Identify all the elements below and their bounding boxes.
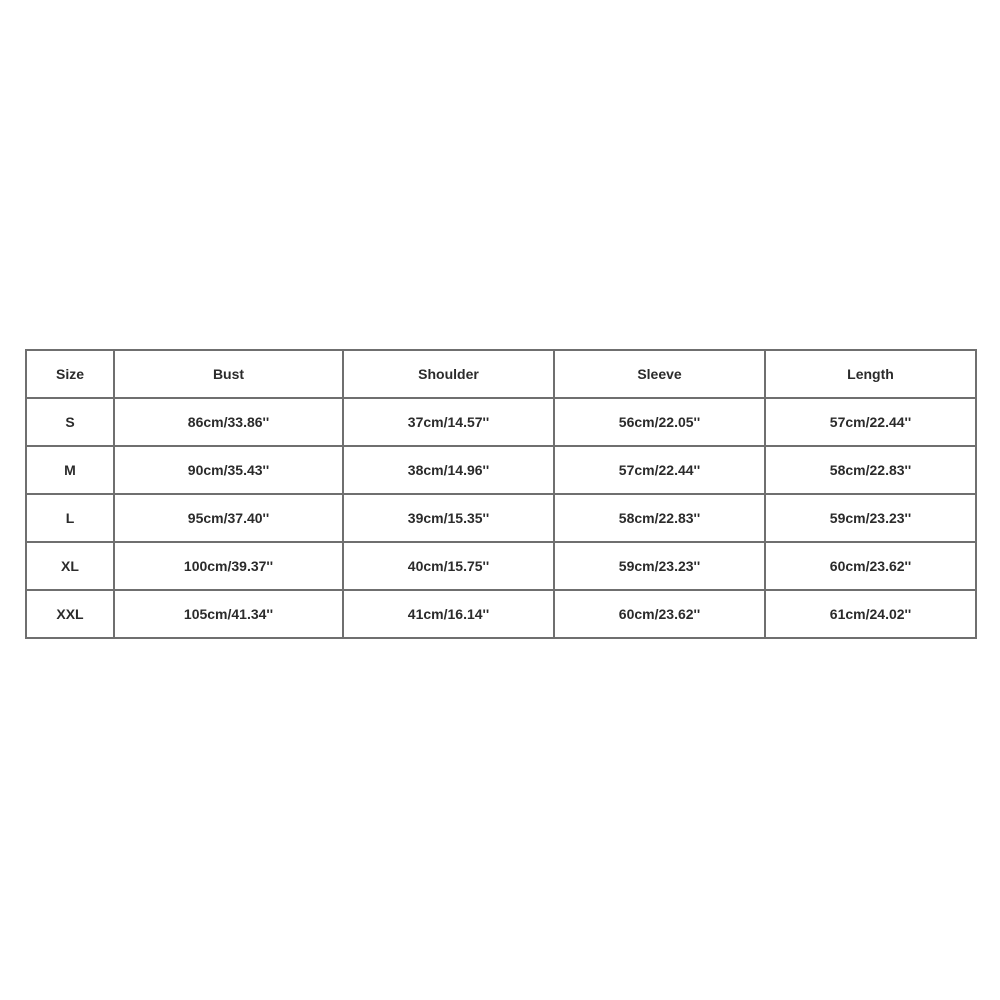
cell-size: XL	[26, 542, 114, 590]
cell-sleeve: 57cm/22.44''	[554, 446, 765, 494]
cell-bust: 105cm/41.34''	[114, 590, 343, 638]
header-shoulder: Shoulder	[343, 350, 554, 398]
header-length: Length	[765, 350, 976, 398]
cell-size: M	[26, 446, 114, 494]
header-size: Size	[26, 350, 114, 398]
table-row	[26, 542, 976, 590]
cell-sleeve: 60cm/23.62''	[554, 590, 765, 638]
table-row	[26, 446, 976, 494]
cell-shoulder: 39cm/15.35''	[343, 494, 554, 542]
cell-length: 61cm/24.02''	[765, 590, 976, 638]
cell-sleeve: 59cm/23.23''	[554, 542, 765, 590]
table-row	[26, 494, 976, 542]
cell-shoulder: 38cm/14.96''	[343, 446, 554, 494]
cell-length: 59cm/23.23''	[765, 494, 976, 542]
table-row	[26, 398, 976, 446]
cell-length: 57cm/22.44''	[765, 398, 976, 446]
cell-shoulder: 40cm/15.75''	[343, 542, 554, 590]
cell-shoulder: 37cm/14.57''	[343, 398, 554, 446]
cell-bust: 90cm/35.43''	[114, 446, 343, 494]
cell-length: 58cm/22.83''	[765, 446, 976, 494]
cell-size: S	[26, 398, 114, 446]
cell-bust: 86cm/33.86''	[114, 398, 343, 446]
cell-sleeve: 56cm/22.05''	[554, 398, 765, 446]
header-row	[26, 350, 976, 398]
cell-size: XXL	[26, 590, 114, 638]
cell-length: 60cm/23.62''	[765, 542, 976, 590]
cell-sleeve: 58cm/22.83''	[554, 494, 765, 542]
cell-bust: 95cm/37.40''	[114, 494, 343, 542]
header-sleeve: Sleeve	[554, 350, 765, 398]
table-row	[26, 590, 976, 638]
size-chart-table	[25, 349, 977, 639]
cell-bust: 100cm/39.37''	[114, 542, 343, 590]
header-bust: Bust	[114, 350, 343, 398]
cell-shoulder: 41cm/16.14''	[343, 590, 554, 638]
cell-size: L	[26, 494, 114, 542]
